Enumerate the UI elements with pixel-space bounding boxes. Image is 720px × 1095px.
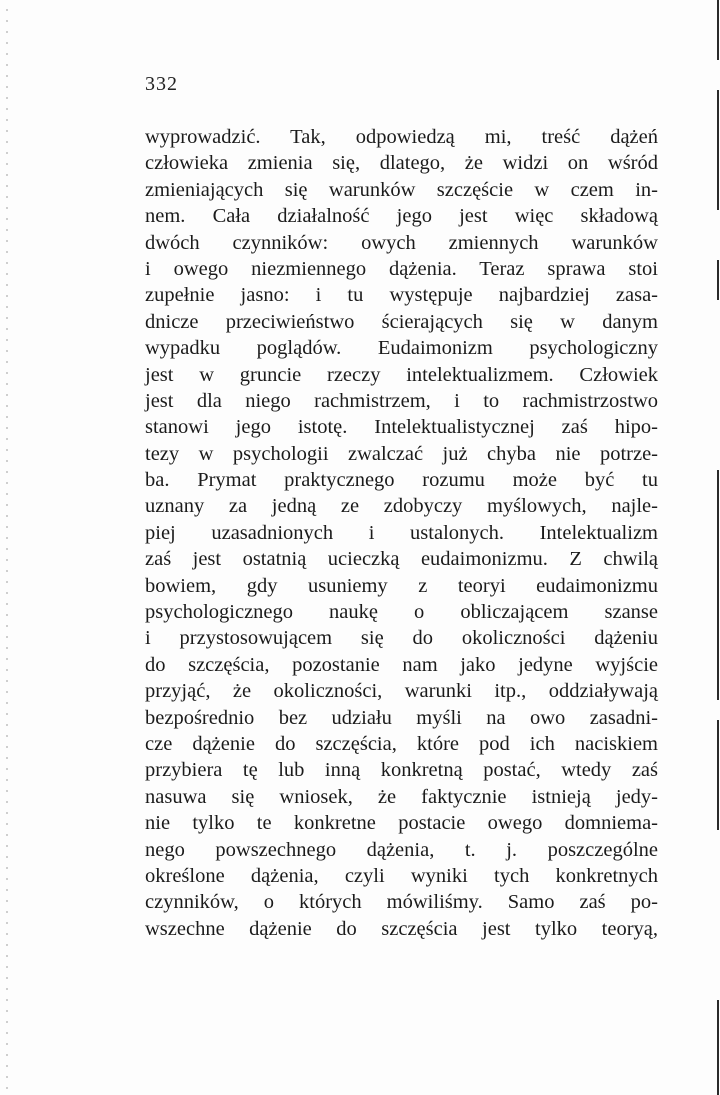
text-line: tezy w psychologii zwalczać już chyba nie potrze-: [145, 442, 658, 465]
text-line: nasuwa się wniosek, że faktycznie istnieją jedy-: [145, 785, 658, 808]
text-line: piej uzasadnionych i ustalonych. Intelektualizm: [145, 521, 658, 544]
text-line: bowiem, gdy usuniemy z teoryi eudaimonizmu: [145, 574, 658, 597]
text-line: uznany za jedną ze zdobyczy myślowych, najle-: [145, 495, 658, 518]
page-number: 332: [145, 73, 178, 95]
text-line: zupełnie jasno: i tu występuje najbardziej zasa-: [145, 284, 658, 307]
text-line: i przystosowującem się do okoliczności dążeniu: [145, 627, 658, 650]
text-line: określone dążenia, czyli wyniki tych konkretnych: [145, 864, 658, 887]
text-line: jest dla niego rachmistrzem, i to rachmistrzostwo: [145, 389, 658, 412]
text-line: ba. Prymat praktycznego rozumu może być tu: [145, 469, 658, 492]
text-line: do szczęścia, pozostanie nam jako jedyne wyjście: [145, 653, 658, 676]
body-text: [145, 124, 658, 942]
text-line: przybiera tę lub inną konkretną postać, wtedy zaś: [145, 759, 658, 782]
text-line: dwóch czynników: owych zmiennych warunków: [145, 231, 658, 254]
scan-edge-right: [716, 0, 720, 1095]
text-line: czynników, o których mówiliśmy. Samo zaś po-: [145, 891, 658, 914]
text-line: bezpośrednio bez udziału myśli na owo zasadni-: [145, 706, 658, 729]
text-line: przyjąć, że okoliczności, warunki itp., oddziaływają: [145, 680, 658, 703]
text-line: człowieka zmienia się, dlatego, że widzi on wśród: [145, 152, 658, 175]
text-line: nego powszechnego dążenia, t. j. poszczególne: [145, 838, 658, 861]
text-line: wszechne dążenie do szczęścia jest tylko teoryą,: [145, 917, 658, 940]
scan-edge-left: [6, 0, 8, 1095]
text-line: zaś jest ostatnią ucieczką eudaimonizmu. Z chwilą: [145, 548, 658, 571]
text-line: dnicze przeciwieństwo ścierających się w danym: [145, 310, 658, 333]
text-line: cze dążenie do szczęścia, które pod ich naciskiem: [145, 732, 658, 755]
text-line: i owego niezmiennego dążenia. Teraz sprawa stoi: [145, 257, 658, 280]
text-line: nie tylko te konkretne postacie owego domniema-: [145, 812, 658, 835]
text-line: zmieniających się warunków szczęście w czem in-: [145, 178, 658, 201]
text-line: nem. Cała działalność jego jest więc składową: [145, 205, 658, 228]
text-line: stanowi jego istotę. Intelektualistycznej zaś hipo-: [145, 416, 658, 439]
text-line: wypadku poglądów. Eudaimonizm psychologiczny: [145, 337, 658, 360]
text-line: jest w gruncie rzeczy intelektualizmem. Człowiek: [145, 363, 658, 386]
text-line: psychologicznego naukę o obliczającem szanse: [145, 601, 658, 624]
text-line: wyprowadzić. Tak, odpowiedzą mi, treść dążeń: [145, 126, 658, 148]
